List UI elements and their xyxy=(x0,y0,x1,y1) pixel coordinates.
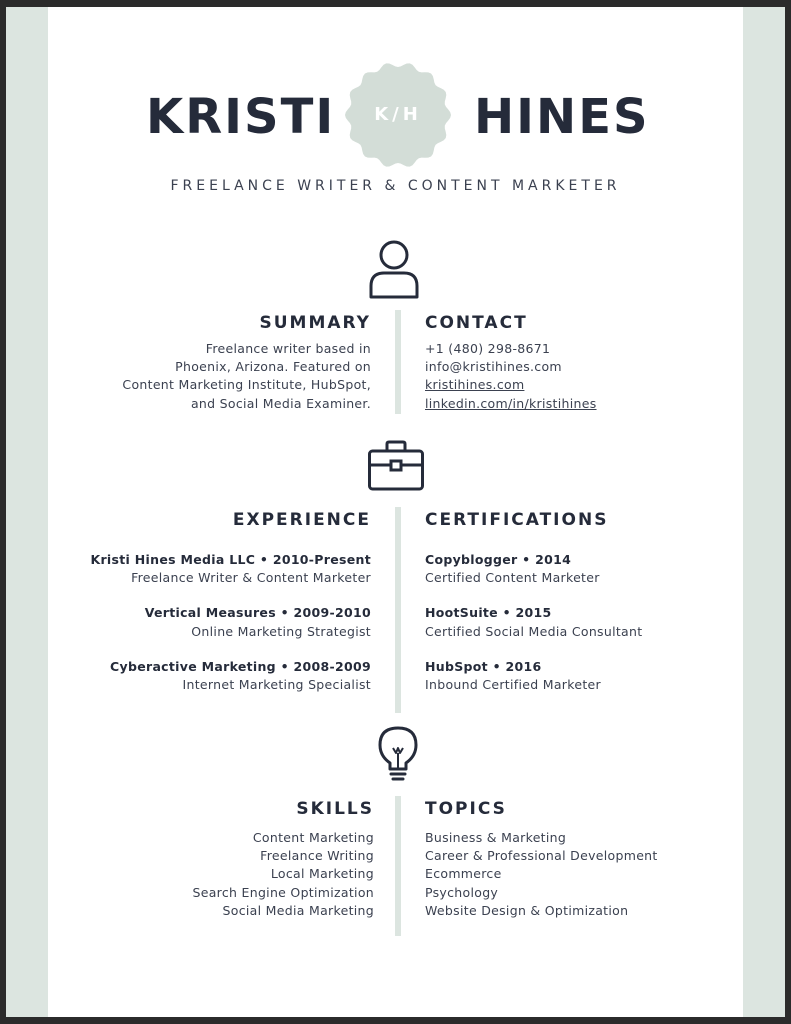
experience-heading: EXPERIENCE xyxy=(232,510,371,530)
tagline: FREELANCE WRITER & CONTENT MARKETER xyxy=(170,178,621,194)
resume-page xyxy=(6,7,785,1017)
experience-role: Freelance Writer & Content Marketer xyxy=(131,570,371,586)
contact-heading: CONTACT xyxy=(425,313,528,333)
skill-item: Content Marketing xyxy=(252,830,374,845)
skill-item: Search Engine Optimization xyxy=(192,884,374,900)
skills-heading: SKILLS xyxy=(296,799,374,819)
experience-item xyxy=(90,604,371,640)
topic-item: Business & Marketing xyxy=(425,830,567,845)
certification-title: HootSuite • 2015 xyxy=(425,605,552,621)
phone-number: +1 (480) 298-8671 xyxy=(425,341,551,356)
certification-item xyxy=(425,658,642,694)
summary-line: Freelance writer based in xyxy=(205,341,371,356)
monogram-badge xyxy=(343,60,453,170)
skill-item: Social Media Marketing xyxy=(222,902,374,918)
website-link[interactable]: kristihines.com xyxy=(425,377,525,393)
topic-item: Psychology xyxy=(425,884,499,900)
topics-heading: TOPICS xyxy=(425,799,507,819)
experience-item xyxy=(90,658,371,694)
summary-heading: SUMMARY xyxy=(259,313,371,333)
email-address: info@kristihines.com xyxy=(425,359,562,375)
summary-line: Content Marketing Institute, HubSpot, xyxy=(122,377,371,393)
certification-title: Copyblogger • 2014 xyxy=(425,552,572,567)
divider-line-1 xyxy=(395,310,401,414)
topic-item: Website Design & Optimization xyxy=(425,902,629,918)
last-name: HINES xyxy=(474,89,650,145)
certification-name: Inbound Certified Marketer xyxy=(425,677,601,693)
person-icon xyxy=(366,235,422,301)
right-accent-band xyxy=(743,7,785,1017)
summary-text xyxy=(122,340,371,413)
briefcase-icon xyxy=(367,439,425,493)
certifications-heading: CERTIFICATIONS xyxy=(425,510,609,530)
certification-name: Certified Content Marketer xyxy=(425,570,600,586)
certification-name: Certified Social Media Consultant xyxy=(425,623,643,639)
first-name: KRISTI xyxy=(146,89,336,145)
experience-title: Vertical Measures • 2009-2010 xyxy=(144,605,371,621)
certification-item xyxy=(425,551,642,587)
experience-title: Kristi Hines Media LLC • 2010-Present xyxy=(90,552,371,567)
divider-line-2 xyxy=(395,507,401,713)
experience-title: Cyberactive Marketing • 2008-2009 xyxy=(110,658,371,674)
experience-list xyxy=(90,551,371,711)
summary-line: and Social Media Examiner. xyxy=(190,395,371,411)
experience-role: Internet Marketing Specialist xyxy=(182,677,371,693)
skill-item: Local Marketing xyxy=(270,866,374,882)
certification-title: HubSpot • 2016 xyxy=(425,658,542,674)
skill-item: Freelance Writing xyxy=(260,848,374,864)
contact-details xyxy=(425,340,597,413)
experience-item xyxy=(90,551,371,587)
topic-item: Career & Professional Development xyxy=(425,848,658,864)
linkedin-link[interactable]: linkedin.com/in/kristihines xyxy=(425,395,597,411)
summary-line: Phoenix, Arizona. Featured on xyxy=(175,359,371,375)
left-accent-band xyxy=(6,7,48,1017)
skills-list xyxy=(193,829,375,920)
lightbulb-icon xyxy=(376,725,420,783)
monogram-text: K/H xyxy=(374,104,422,125)
certifications-list xyxy=(425,551,642,711)
divider-line-3 xyxy=(395,796,401,936)
experience-role: Online Marketing Strategist xyxy=(191,623,371,639)
topics-list xyxy=(425,829,658,920)
topic-item: Ecommerce xyxy=(425,866,502,882)
certification-item xyxy=(425,604,642,640)
